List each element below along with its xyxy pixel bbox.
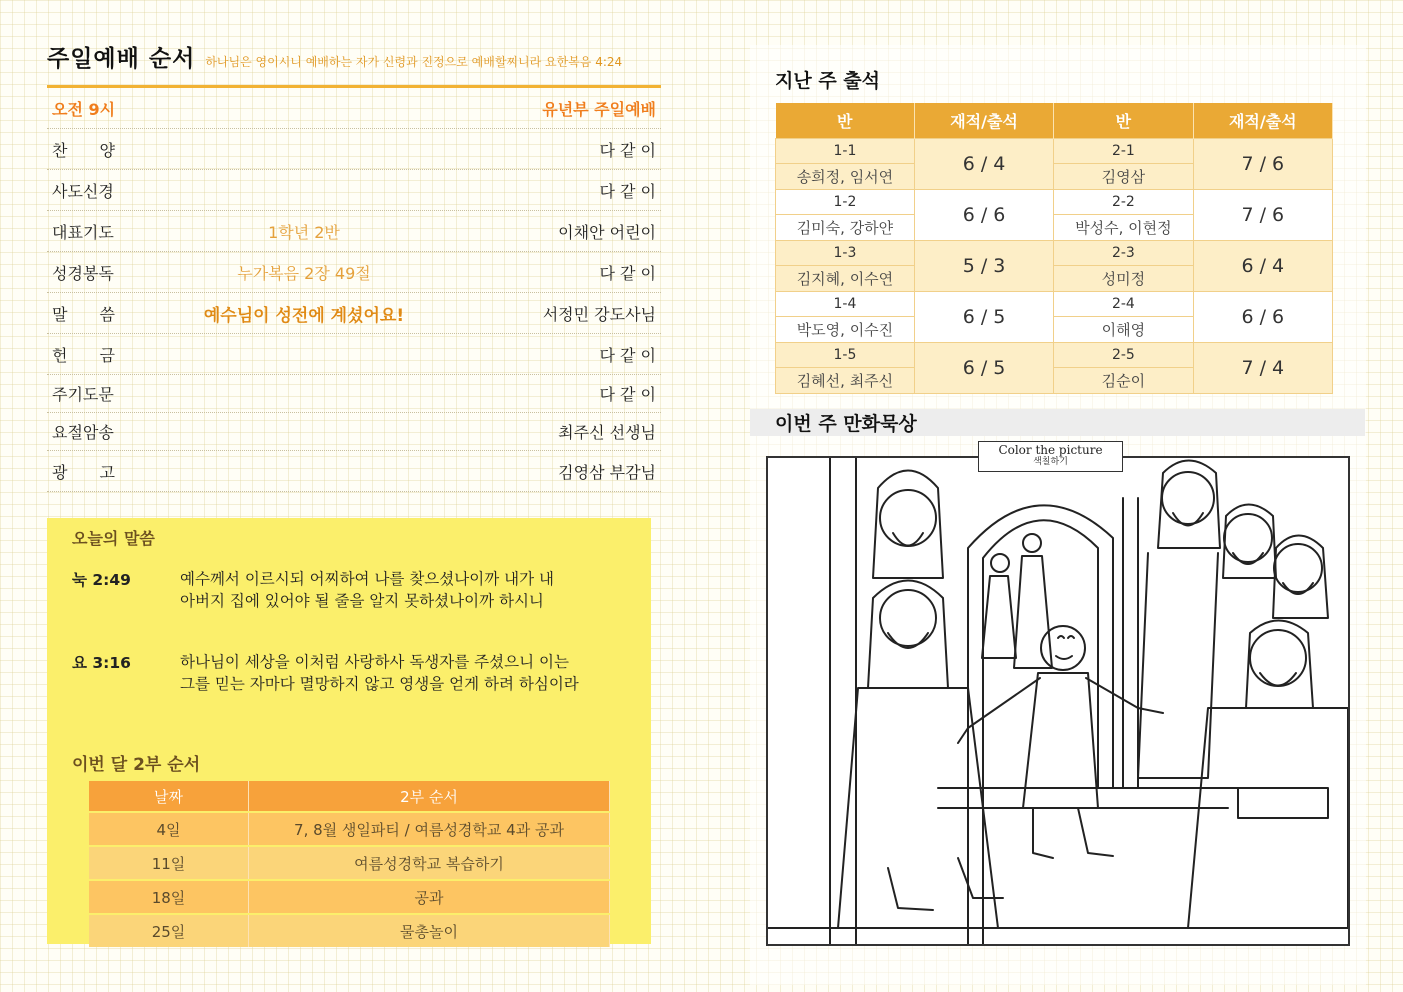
- verse-line: 아버지 집에 있어야 될 줄을 알지 못하셨나이까 하시니: [180, 592, 544, 610]
- table-header-row: [776, 103, 1333, 139]
- teacher-names: 송희정, 임서연: [776, 164, 915, 190]
- order-row: [47, 334, 661, 375]
- order-item: 주기도문: [52, 385, 114, 404]
- service-time: 오전 9시: [52, 99, 116, 119]
- attendance-count: 6 / 6: [914, 190, 1053, 241]
- order-item: 말 씀: [52, 304, 115, 324]
- class-id: 1-4: [776, 292, 915, 317]
- table-row: [89, 846, 610, 880]
- attendance-count: 6 / 4: [1193, 241, 1332, 292]
- order-leader: 다 같 이: [599, 181, 656, 201]
- order-header-row: [47, 88, 661, 129]
- order-leader: 이채안 어린이: [558, 222, 656, 242]
- coloring-label: [978, 441, 1123, 472]
- today-word-box: [47, 518, 651, 944]
- table-row: [89, 914, 610, 947]
- verse-reference: 눅 2:49: [72, 571, 131, 589]
- schedule-program: 7, 8월 생일파티 / 여름성경학교 4과 공과: [249, 812, 610, 846]
- worship-title: 주일예배 순서: [47, 46, 196, 72]
- theme-verse: 하나님은 영이시니 예배하는 자가 신령과 진정으로 예배할찌니라 요한복음 4:24: [205, 55, 623, 69]
- today-word-title: 오늘의 말씀: [72, 529, 155, 548]
- order-item: 사도신경: [52, 181, 114, 201]
- column-header: 반: [1054, 103, 1193, 139]
- column-header: 재적/출석: [914, 103, 1053, 139]
- order-detail: 1학년 2반: [268, 222, 340, 242]
- comic-title: 이번 주 만화묵상: [775, 413, 917, 435]
- table-row: [776, 241, 1333, 266]
- attendance-count: 6 / 4: [914, 139, 1053, 190]
- teacher-names: 이해영: [1054, 317, 1193, 343]
- order-leader: 다 같 이: [599, 385, 656, 404]
- service-name: 유년부 주일예배: [542, 99, 656, 119]
- order-leader: 서정민 강도사님: [542, 304, 656, 324]
- order-item: 찬 양: [52, 140, 115, 160]
- teacher-names: 박성수, 이현정: [1054, 215, 1193, 241]
- order-leader: 다 같 이: [599, 140, 656, 160]
- class-id: 1-5: [776, 343, 915, 368]
- class-id: 2-5: [1054, 343, 1193, 368]
- coloring-label-english: Color the picture: [998, 443, 1103, 457]
- table-row: [89, 812, 610, 846]
- attendance-count: 7 / 4: [1193, 343, 1332, 394]
- attendance-count: 6 / 5: [914, 292, 1053, 343]
- table-row: [776, 139, 1333, 164]
- order-row: [47, 129, 661, 170]
- teacher-names: 김혜선, 최주신: [776, 368, 915, 394]
- attendance-count: 5 / 3: [914, 241, 1053, 292]
- teacher-names: 김지혜, 이수연: [776, 266, 915, 292]
- schedule-program: 물총놀이: [249, 914, 610, 947]
- verse-line: 하나님이 세상을 이처럼 사랑하사 독생자를 주셨으니 이는: [180, 653, 569, 671]
- schedule-program: 여름성경학교 복습하기: [249, 846, 610, 880]
- class-id: 2-1: [1054, 139, 1193, 164]
- month-schedule-title: 이번 달 2부 순서: [72, 755, 201, 775]
- teacher-names: 김순이: [1054, 368, 1193, 394]
- table-row: [89, 880, 610, 914]
- order-item: 광 고: [52, 462, 115, 482]
- verse-line: 예수께서 이르시되 어찌하여 나를 찾으셨나이까 내가 내: [180, 570, 554, 588]
- attendance-count: 6 / 6: [1193, 292, 1332, 343]
- order-row: [47, 451, 661, 492]
- coloring-line-art: [768, 458, 1348, 944]
- order-leader: 최주신 선생님: [558, 423, 656, 442]
- table-row: [776, 190, 1333, 215]
- class-id: 1-1: [776, 139, 915, 164]
- order-item: 성경봉독: [52, 263, 114, 283]
- class-id: 2-2: [1054, 190, 1193, 215]
- attendance-title: 지난 주 출석: [775, 70, 880, 92]
- order-item: 헌 금: [52, 345, 115, 365]
- verse-line: 그를 믿는 자마다 멸망하지 않고 영생을 얻게 하려 하심이라: [180, 675, 579, 693]
- table-row: [776, 292, 1333, 317]
- column-header: 재적/출석: [1193, 103, 1332, 139]
- column-header: 2부 순서: [249, 781, 610, 812]
- column-header: 반: [776, 103, 915, 139]
- order-row: [47, 413, 661, 451]
- verse-reference: 요 3:16: [72, 654, 131, 672]
- attendance-table: [775, 103, 1333, 394]
- schedule-date: 11일: [89, 846, 249, 880]
- class-id: 2-3: [1054, 241, 1193, 266]
- schedule-date: 25일: [89, 914, 249, 947]
- schedule-program: 공과: [249, 880, 610, 914]
- attendance-count: 7 / 6: [1193, 139, 1332, 190]
- attendance-count: 7 / 6: [1193, 190, 1332, 241]
- table-row: [776, 343, 1333, 368]
- order-item: 요절암송: [52, 423, 114, 442]
- class-id: 2-4: [1054, 292, 1193, 317]
- order-row: [47, 211, 661, 252]
- order-row: [47, 293, 661, 334]
- order-row: [47, 252, 661, 293]
- order-row: [47, 170, 661, 211]
- order-row: [47, 375, 661, 413]
- class-id: 1-2: [776, 190, 915, 215]
- column-header: 날짜: [89, 781, 249, 812]
- attendance-count: 6 / 5: [914, 343, 1053, 394]
- teacher-names: 박도영, 이수진: [776, 317, 915, 343]
- order-leader: 김영삼 부감님: [558, 462, 656, 482]
- schedule-date: 4일: [89, 812, 249, 846]
- verse-text: [180, 651, 610, 695]
- order-item: 대표기도: [52, 222, 114, 242]
- schedule-date: 18일: [89, 880, 249, 914]
- teacher-names: 김미숙, 강하얀: [776, 215, 915, 241]
- worship-order-section: [47, 40, 661, 492]
- sermon-title: 예수님이 성전에 계셨어요!: [203, 305, 405, 326]
- teacher-names: 성미정: [1054, 266, 1193, 292]
- coloring-picture: [766, 456, 1350, 946]
- class-id: 1-3: [776, 241, 915, 266]
- coloring-label-korean: 색칠하기: [1033, 457, 1068, 467]
- order-leader: 다 같 이: [599, 345, 656, 365]
- teacher-names: 김영삼: [1054, 164, 1193, 190]
- month-schedule-table: [89, 781, 610, 947]
- verse-text: [180, 568, 610, 612]
- order-detail: 누가복음 2장 49절: [237, 263, 371, 283]
- table-header-row: [89, 781, 610, 812]
- worship-title-row: [47, 40, 661, 88]
- order-leader: 다 같 이: [599, 263, 656, 283]
